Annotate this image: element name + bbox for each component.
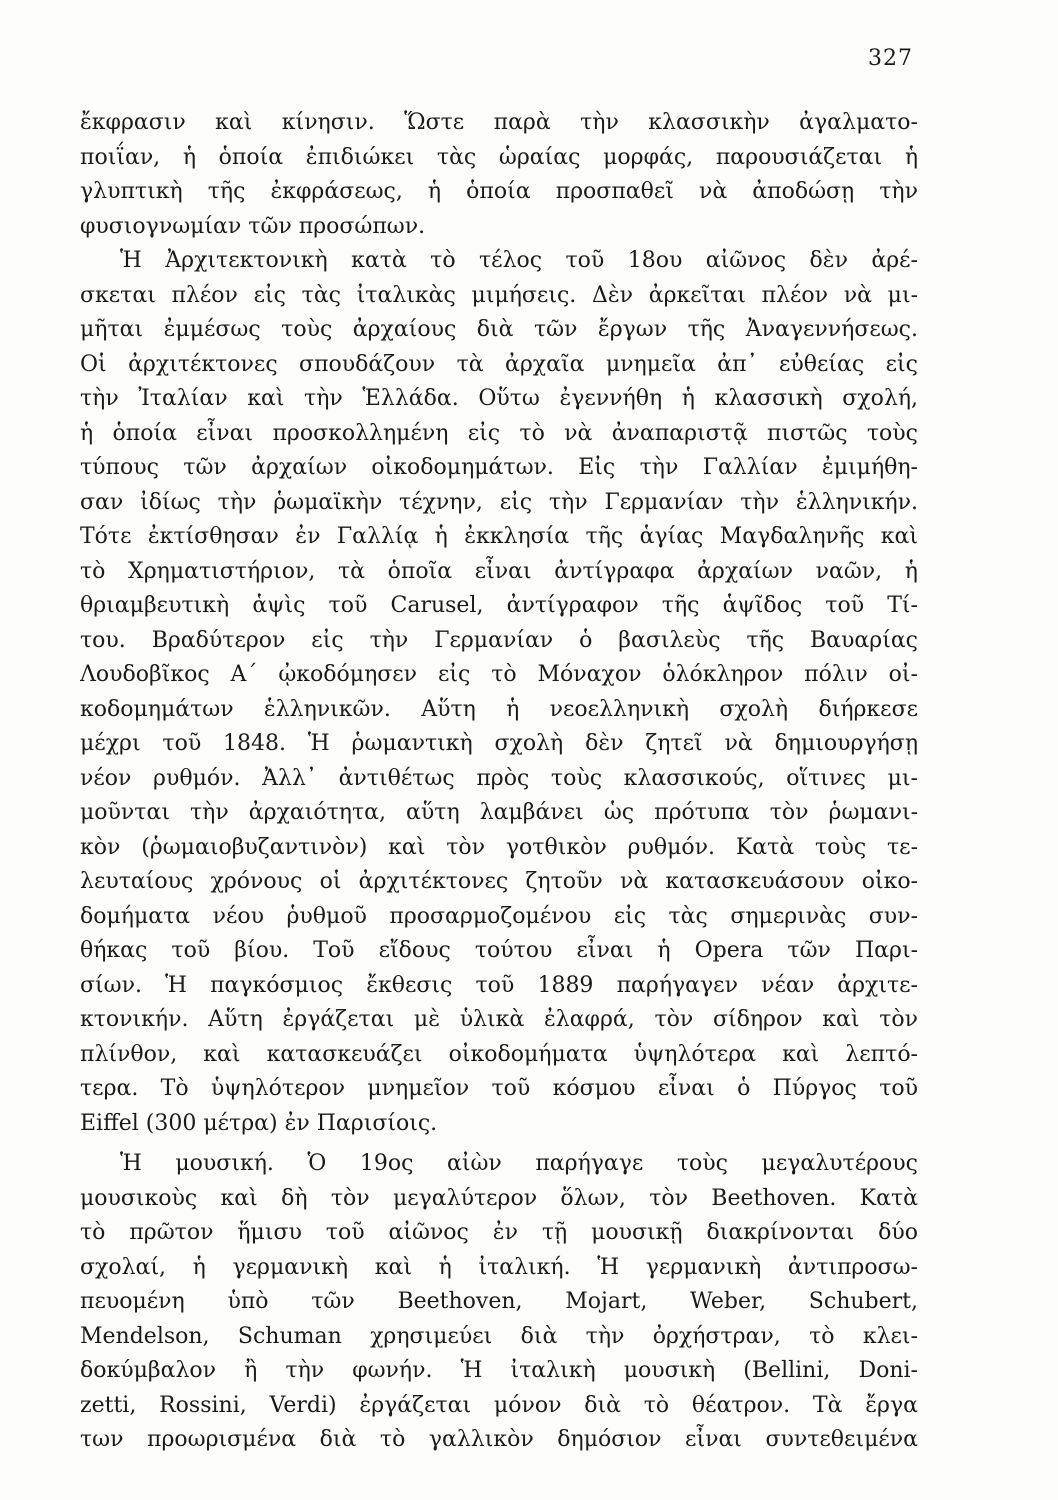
text-line: θήκας τοῦ βίου. Τοῦ εἴδους τούτου εἶναι ἡ Opera τῶν Παρι-: [80, 938, 918, 963]
text-line: Λουδοβῖκος Α΄ ᾠκοδόμησεν εἰς τὸ Μόναχον ὁλόκληρον πόλιν οἰ-: [80, 662, 918, 687]
text-line: τὸ Χρηματιστήριον, τὰ ὁποῖα εἶναι ἀντίγραφα ἀρχαίων ναῶν, ἡ: [80, 558, 918, 584]
text-line: zetti, Rossini, Verdi) ἐργάζεται μόνον διὰ τὸ θέατρον. Τὰ ἔργα: [80, 1392, 918, 1418]
text-line: φυσιογνωμίαν τῶν προσώπων.: [80, 213, 426, 239]
text-line: δομήματα νέου ῥυθμοῦ προσαρμοζομένου εἰς τὰς σημερινὰς συν-: [80, 903, 918, 929]
text-line: τερα. Τὸ ὑψηλότερον μνημεῖον τοῦ κόσμου εἶναι ὁ Πύργος τοῦ: [80, 1076, 918, 1101]
text-line: μουσικοὺς καὶ δὴ τὸν μεγαλύτερον ὅλων, τὸν Beethoven. Κατὰ: [80, 1185, 918, 1211]
architecture-paragraph-start: Ἡ Ἀρχιτεκτονικὴ κατὰ τὸ τέλος τοῦ 18ου αἰῶνος δὲν ἀρέ-: [120, 248, 918, 273]
text-line: γλυπτικὴ τῆς ἐκφράσεως, ἡ ὁποία προσπαθεῖ νὰ ἀποδώσῃ τὴν: [80, 179, 918, 204]
text-line: τὸ πρῶτον ἥμισυ τοῦ αἰῶνος ἐν τῇ μουσικῇ διακρίνονται δύο: [80, 1220, 918, 1245]
text-line: σχολαί, ἡ γερμανικὴ καὶ ἡ ἰταλική. Ἡ γερμανικὴ ἀντιπροσω-: [80, 1254, 918, 1280]
text-line: μῆται ἐμμέσως τοὺς ἀρχαίους διὰ τῶν ἔργων τῆς Ἀναγεννήσεως.: [80, 317, 918, 342]
text-line: κὸν (ῥωμαιοβυζαντινὸν) καὶ τὸν γοτθικὸν ρυθμόν. Κατὰ τοὺς τε-: [80, 834, 918, 860]
text-line: θριαμβευτικὴ ἁψὶς τοῦ Carusel, ἀντίγραφον τῆς ἁψῖδος τοῦ Τί-: [80, 593, 918, 618]
text-line: μέχρι τοῦ 1848. Ἡ ῥωμαντικὴ σχολὴ δὲν ζητεῖ νὰ δημιουργήσῃ: [80, 731, 918, 756]
text-line: ποιΐαν, ἡ ὁποία ἐπιδιώκει τὰς ὡραίας μορφάς, παρουσιάζεται ἡ: [80, 144, 918, 170]
page-number: 327: [868, 46, 913, 71]
text-line: πλίνθον, καὶ κατασκευάζει οἰκοδομήματα ὑψηλότερα καὶ λεπτό-: [80, 1041, 918, 1067]
text-line: τὴν Ἰταλίαν καὶ τὴν Ἑλλάδα. Οὕτω ἐγεννήθη ἡ κλασσικὴ σχολή,: [80, 386, 918, 411]
music-paragraph-start: Ἡ μουσική. Ὁ 19ος αἰὼν παρήγαγε τοὺς μεγαλυτέρους: [120, 1151, 918, 1176]
text-line: των προωρισμένα διὰ τὸ γαλλικὸν δημόσιον εἶναι συντεθειμένα: [80, 1427, 918, 1452]
text-line: Τότε ἐκτίσθησαν ἐν Γαλλίᾳ ἡ ἐκκλησία τῆς ἁγίας Μαγδαληνῆς καὶ: [80, 524, 918, 549]
text-line: σκεται πλέον εἰς τὰς ἰταλικὰς μιμήσεις. Δὲν ἀρκεῖται πλέον νὰ μι-: [80, 282, 918, 308]
text-line: τύπους τῶν ἀρχαίων οἰκοδομημάτων. Εἰς τὴν Γαλλίαν ἐμιμήθη-: [80, 455, 918, 480]
text-line: ἔκφρασιν καὶ κίνησιν. Ὥστε παρὰ τὴν κλασσικὴν ἀγαλματο-: [80, 110, 918, 135]
text-line: δοκύμβαλον ἢ τὴν φωνήν. Ἡ ἰταλικὴ μουσικὴ (Bellini, Doni-: [80, 1358, 918, 1383]
body-text: [80, 106, 918, 1458]
text-line: ἡ ὁποία εἶναι προσκολλημένη εἰς τὸ νὰ ἀναπαριστᾷ πιστῶς τοὺς: [80, 420, 918, 446]
text-line: Eiffel (300 μέτρα) ἐν Παρισίοις.: [80, 1110, 438, 1136]
text-line: μοῦνται τὴν ἀρχαιότητα, αὕτη λαμβάνει ὡς πρότυπα τὸν ῥωμανι-: [80, 800, 918, 825]
text-line: νέον ρυθμόν. Ἀλλ᾿ ἀντιθέτως πρὸς τοὺς κλασσικούς, οἵτινες μι-: [80, 765, 918, 791]
text-line: λευταίους χρόνους οἱ ἀρχιτέκτονες ζητοῦν νὰ κατασκευάσουν οἰκο-: [80, 869, 918, 894]
text-line: πευομένη ὑπὸ τῶν Beethoven, Mojart, Weber, Schubert,: [80, 1289, 918, 1314]
text-line: Οἱ ἀρχιτέκτονες σπουδάζουν τὰ ἀρχαῖα μνημεῖα ἀπ᾿ εὐθείας εἰς: [80, 351, 918, 377]
text-line: Mendelson, Schuman χρησιμεύει διὰ τὴν ὀρχήστραν, τὸ κλει-: [80, 1323, 918, 1349]
text-line: σίων. Ἡ παγκόσμιος ἔκθεσις τοῦ 1889 παρήγαγεν νέαν ἀρχιτε-: [80, 972, 918, 998]
text-line: του. Βραδύτερον εἰς τὴν Γερμανίαν ὁ βασιλεὺς τῆς Βαυαρίας: [80, 627, 918, 653]
text-line: κοδομημάτων ἑλληνικῶν. Αὕτη ἡ νεοελληνικὴ σχολὴ διήρκεσε: [80, 696, 918, 722]
text-line: σαν ἰδίως τὴν ῥωμαϊκὴν τέχνην, εἰς τὴν Γερμανίαν τὴν ἑλληνικήν.: [80, 489, 918, 515]
text-line: κτονικήν. Αὕτη ἐργάζεται μὲ ὑλικὰ ἐλαφρά, τὸν σίδηρον καὶ τὸν: [80, 1007, 918, 1032]
